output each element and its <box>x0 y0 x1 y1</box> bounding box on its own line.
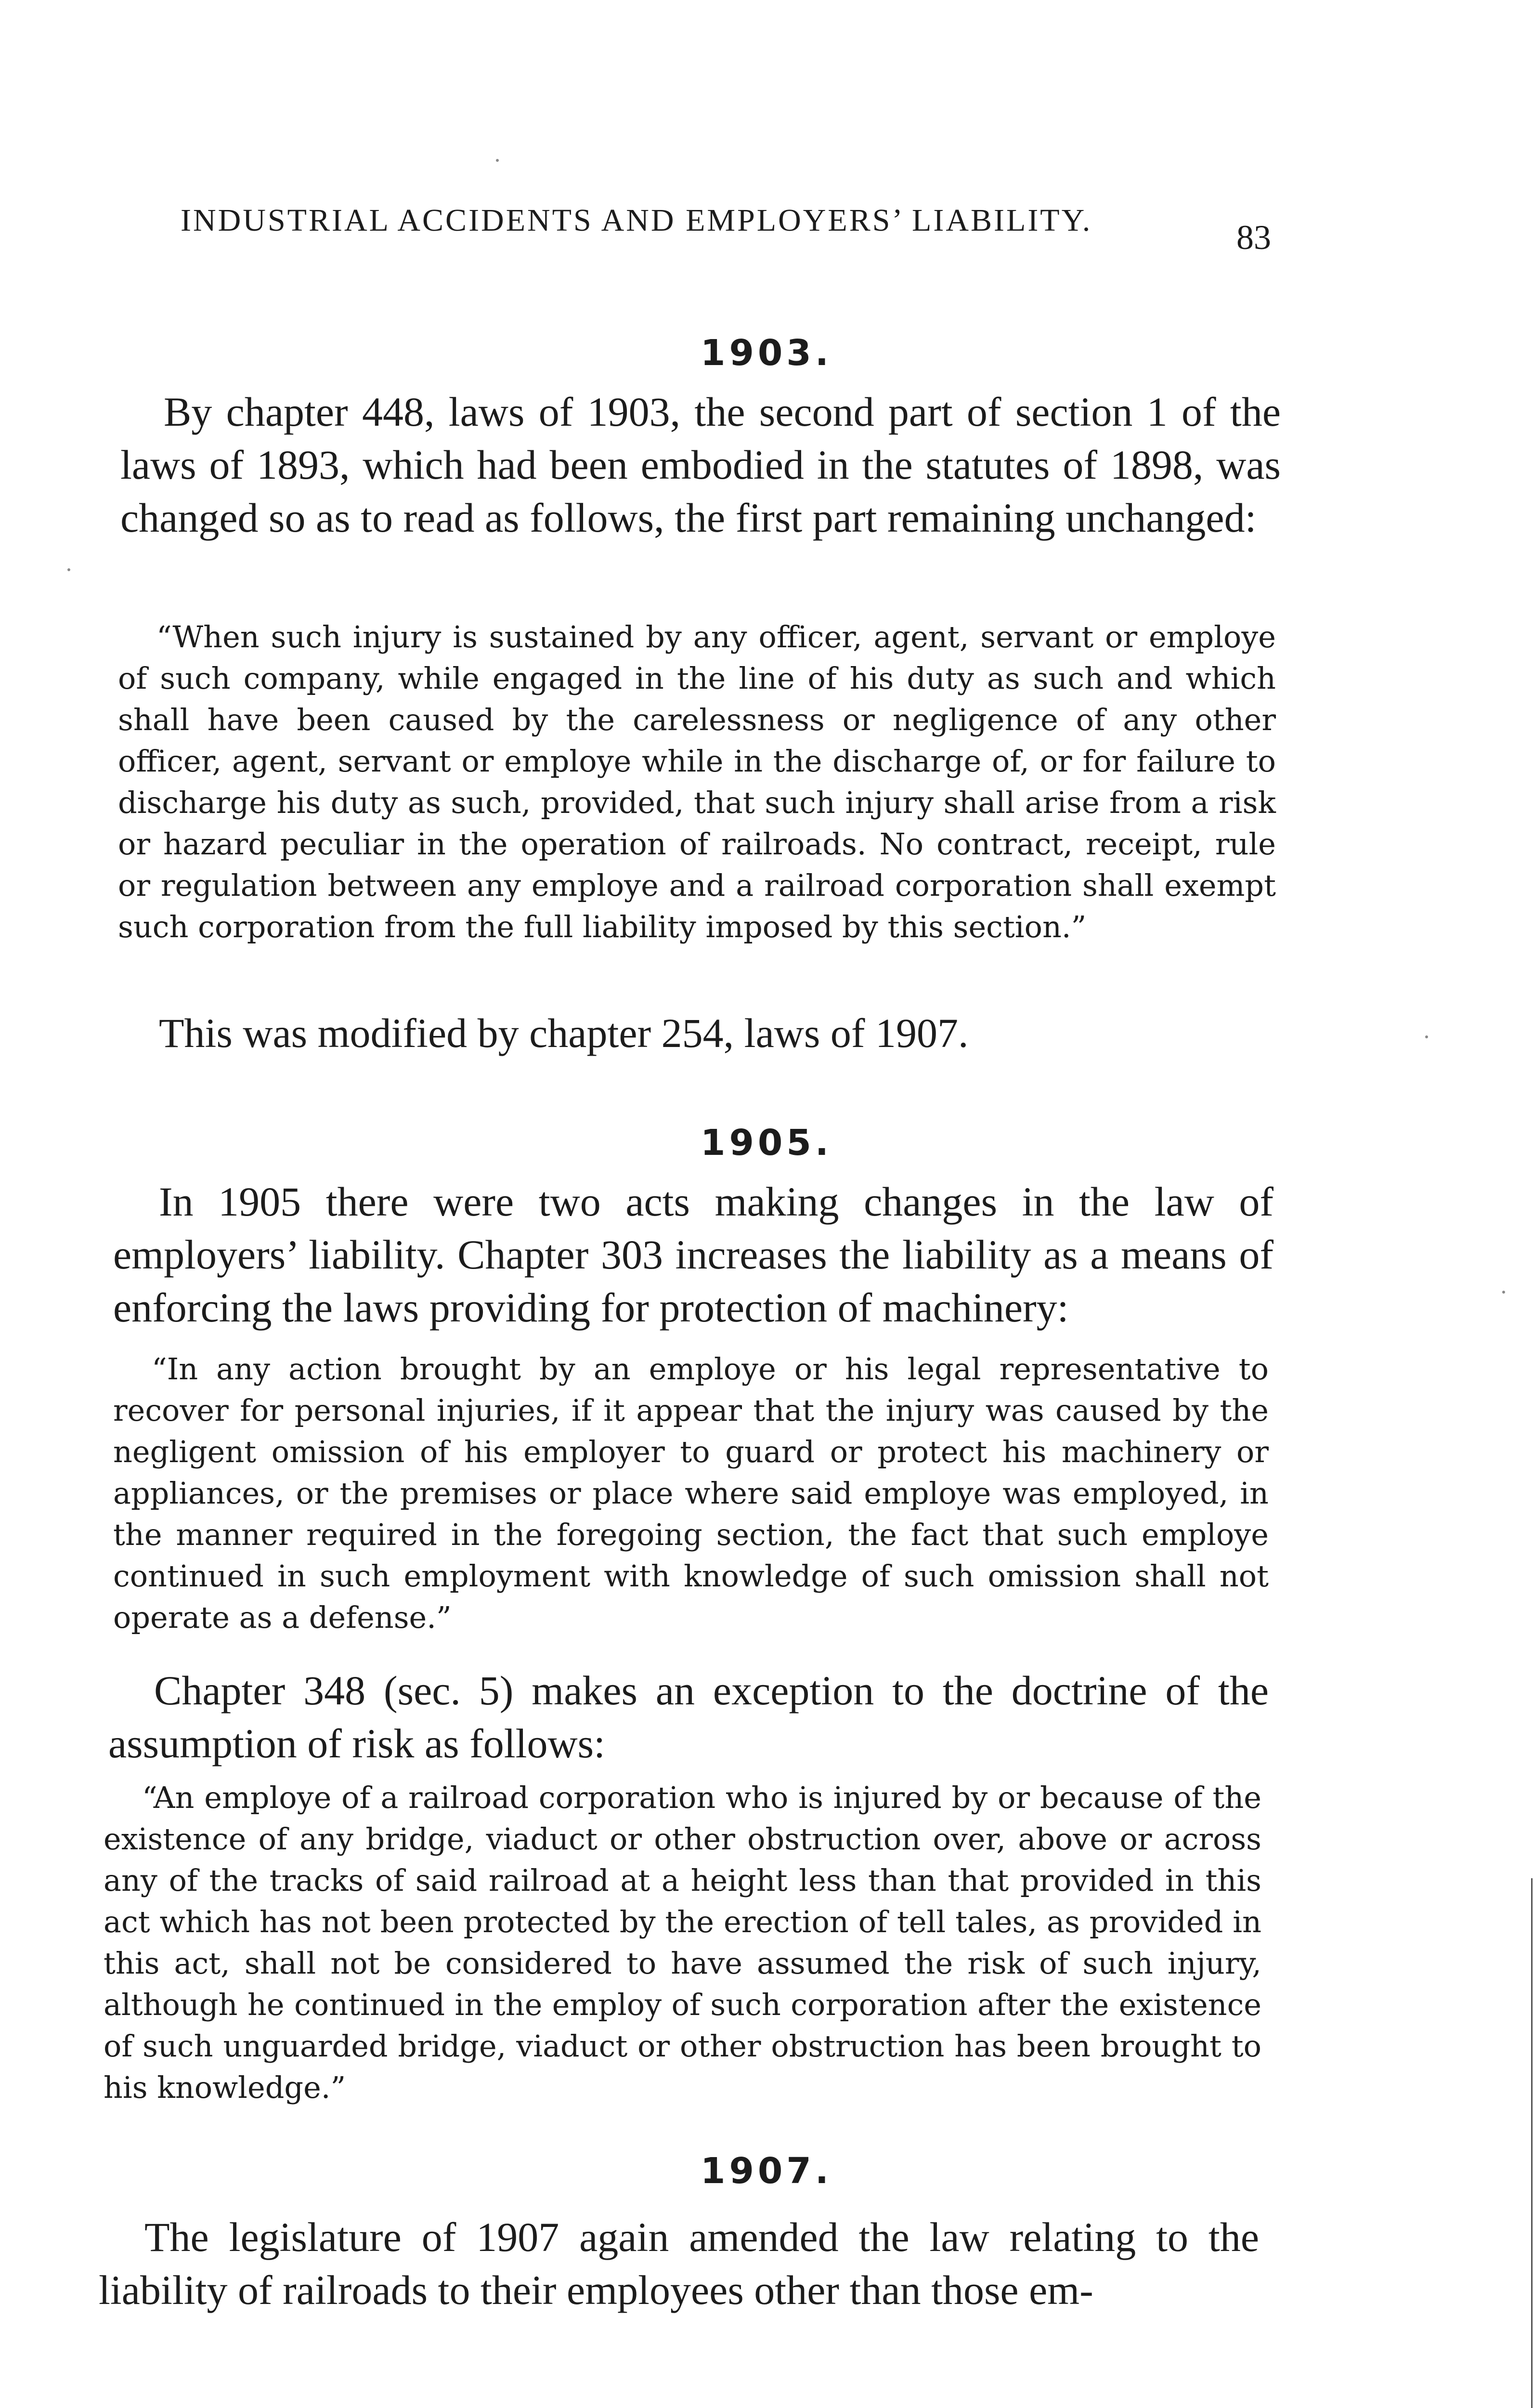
quote-1903: “When such injury is sustained by any officer, agent, servant or employe of such company, while engaged in the line of his duty as such and which shall have been caused by the carelessness or negligence of any other officer, agent, servant or employe while in the discharge of, or for failure to discharge his duty as such, provided, that such injury shall arise from a risk or hazard peculiar in the operation of railroads. No contract, receipt, rule or regulation between any employe and a railroad corporation shall exempt such corporation from the full liability imposed by this section.” <box>118 619 1276 944</box>
heading-1903: 1903. <box>700 332 833 374</box>
paragraph-1903: By chapter 448, laws of 1903, the second part of section 1 of the laws of 1893, which had been embodied in the statutes of 1898, was changed so as to read as follows, the first part remaining unchanged: <box>120 389 1281 541</box>
scan-speck <box>67 568 70 571</box>
scan-edge-line <box>1531 1878 1533 2408</box>
paragraph-1907: The legislature of 1907 again amended the law relating to the liability of railroads to their employees other than those em- <box>99 2214 1259 2313</box>
quote-1905-chapter-348: “An employe of a railroad corporation who is injured by or because of the existence of any bridge, viaduct or other obstruction over, above or across any of the tracks of said railroad at a height less than that provided in this act which has not been protected by the erection of tell tales, as provided in this act, shall not be considered to have assumed the risk of such injury, although he continued in the employ of such corporation after the existence of such unguarded bridge, viaduct or other obstruction has been brought to his knowledge.” <box>104 1780 1261 2105</box>
running-title: INDUSTRIAL ACCIDENTS AND EMPLOYERS’ LIABILITY. <box>181 203 1092 238</box>
scan-speck <box>496 159 499 162</box>
heading-1905: 1905. <box>700 1122 833 1164</box>
scan-speck <box>1502 1291 1505 1294</box>
page-number: 83 <box>1236 218 1271 257</box>
closing-1903: This was modified by chapter 254, laws of 1907. <box>159 1010 969 1056</box>
paragraph-1905-chapter-348: Chapter 348 (sec. 5) makes an exception to the doctrine of the assumption of risk as follows: <box>108 1667 1269 1767</box>
quote-1905-chapter-303: “In any action brought by an employe or his legal representative to recover for personal injuries, if it appear that the injury was caused by the negligent omission of his employer to guard or protect his machinery or appliances, or the premises or place where said employe was employed, in the manner required in the foregoing section, the fact that such employe continued in such employment with knowledge of such omission shall not operate as a defense.” <box>113 1351 1269 1635</box>
scan-speck <box>1425 1035 1428 1038</box>
heading-1907: 1907. <box>700 2150 833 2192</box>
paragraph-1905: In 1905 there were two acts making changes in the law of employers’ liability. Chapter 303 increases the liability as a means of enforcing the laws providing for protection of machinery: <box>113 1178 1273 1331</box>
